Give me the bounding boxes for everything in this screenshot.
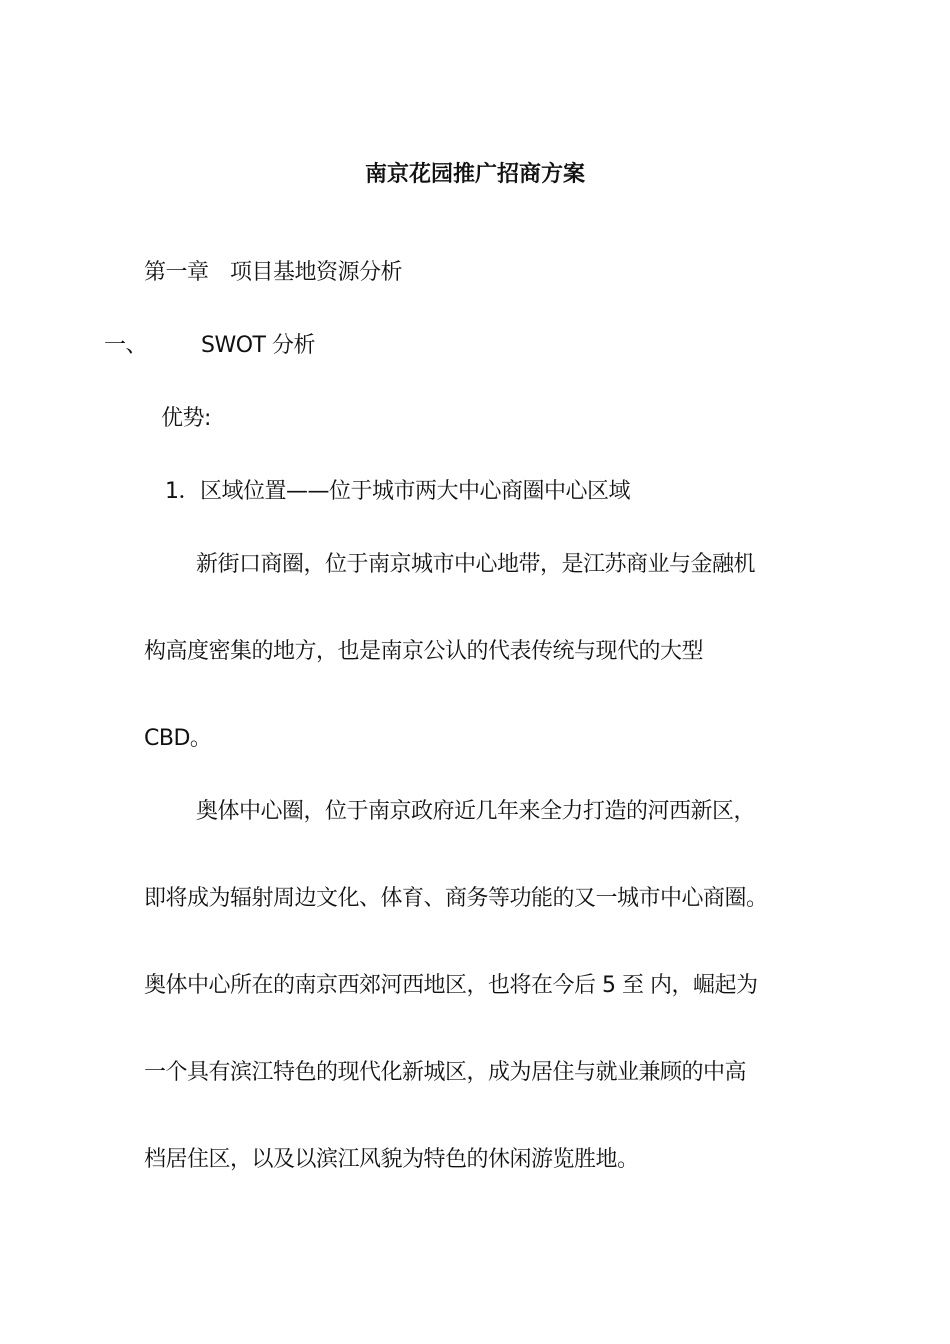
paragraph-line: CBD。 (144, 726, 212, 751)
section-title: SWOT 分析 (201, 333, 315, 358)
advantages-subheading: 优势: (161, 406, 211, 431)
document-title: 南京花园推广招商方案 (364, 162, 585, 187)
paragraph-line: 构高度密集的地方，也是南京公认的代表传统与现代的大型 (144, 639, 704, 664)
section-number: 一、 (104, 333, 148, 358)
paragraph-line: 一个具有滨江特色的现代化新城区，成为居住与就业兼顾的中高 (144, 1060, 747, 1085)
paragraph-line: 新街口商圈，位于南京城市中心地带，是江苏商业与金融机 (196, 552, 756, 577)
paragraph-line: 奥体中心圈，位于南京政府近几年来全力打造的河西新区， (196, 799, 756, 824)
list-item-location: 1．区域位置——位于城市两大中心商圈中心区域 (165, 479, 630, 504)
paragraph-line: 奥体中心所在的南京西郊河西地区，也将在今后 5 至 内，崛起为 (144, 973, 758, 998)
paragraph-line: 即将成为辐射周边文化、体育、商务等功能的又一城市中心商圈。 (144, 886, 768, 911)
chapter-heading: 第一章 项目基地资源分析 (144, 260, 403, 285)
paragraph-line: 档居住区，以及以滨江风貌为特色的休闲游览胜地。 (144, 1147, 639, 1172)
